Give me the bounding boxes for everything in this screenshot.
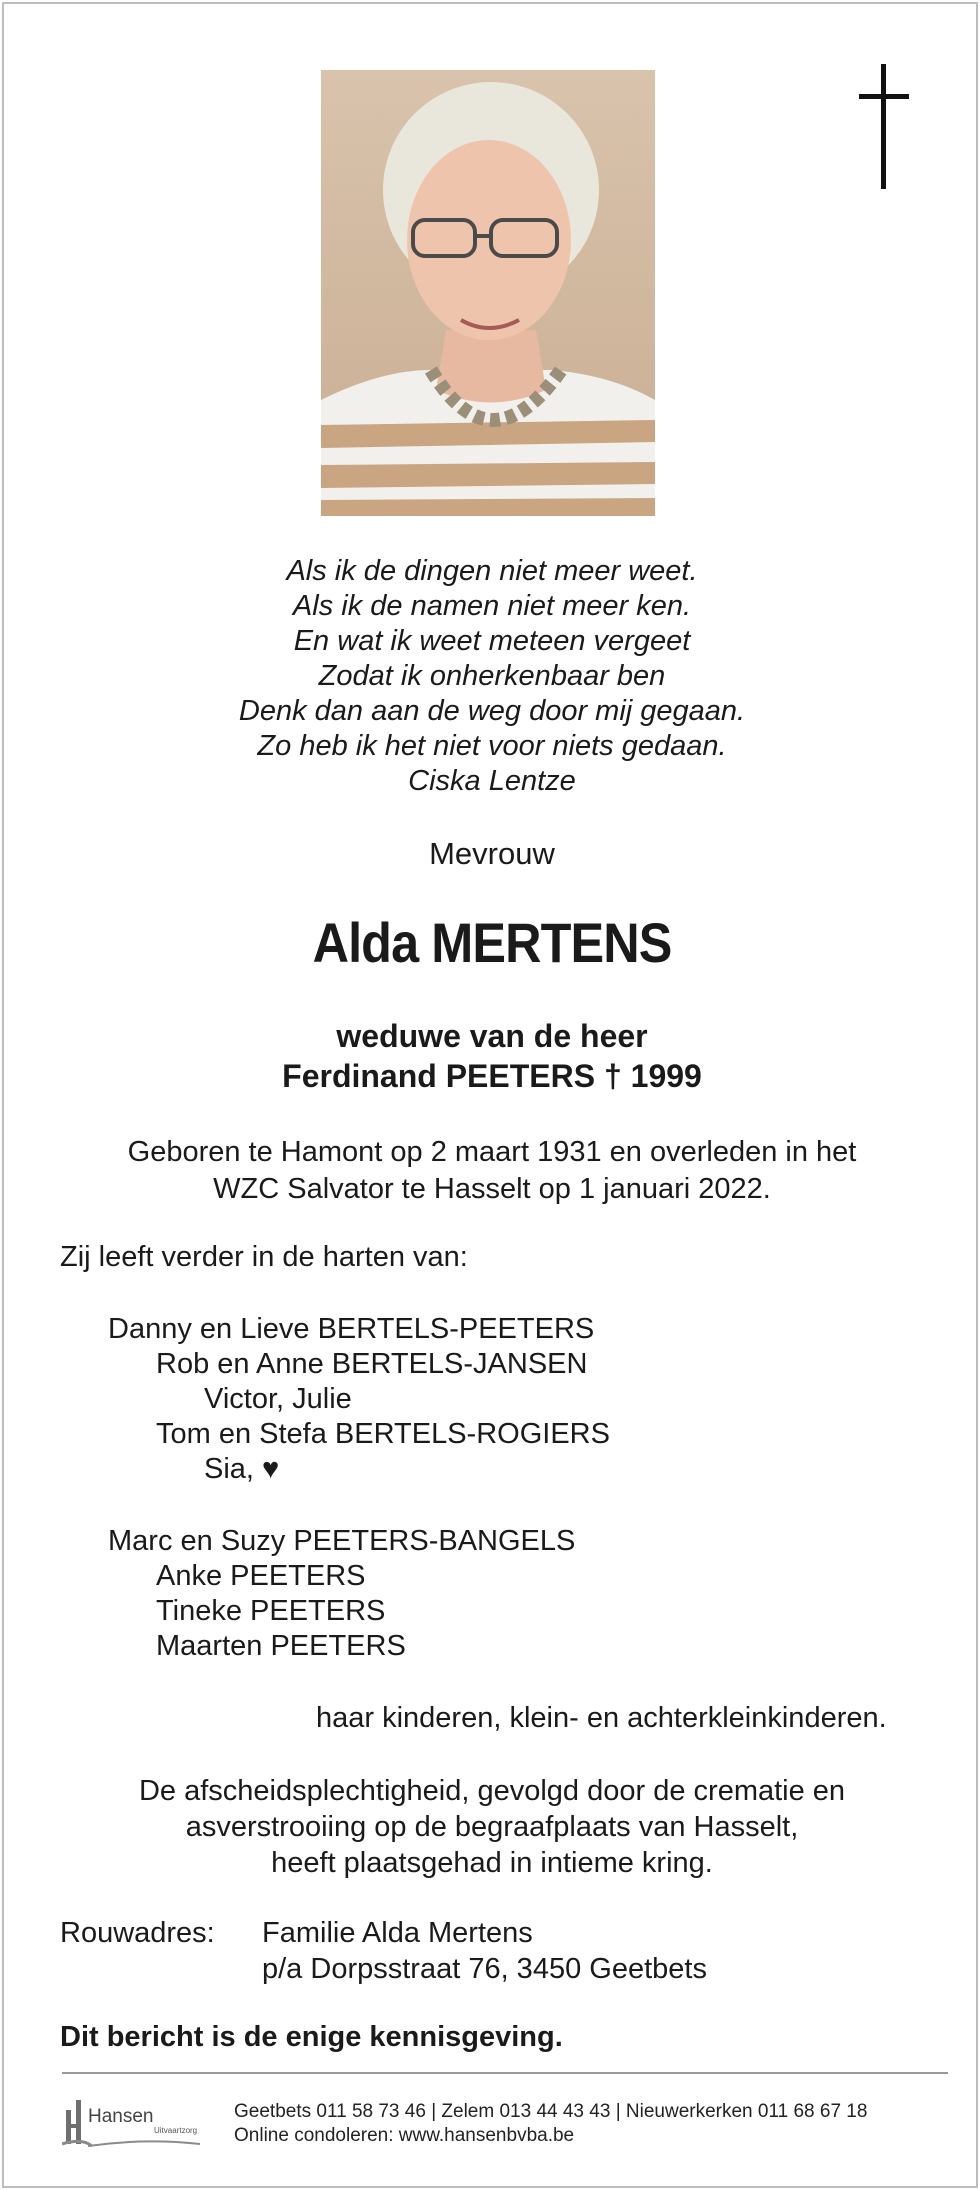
logo-swoosh-icon	[88, 2138, 200, 2150]
poem-line: Als ik de dingen niet meer weet.	[286, 555, 698, 587]
family-member: Anke PEETERS	[156, 1560, 366, 1592]
obituary-card	[2, 2, 978, 2188]
logo-subtitle: Uitvaartzorg	[154, 2126, 198, 2135]
family-closing: haar kinderen, klein- en achterkleinkinderen.	[316, 1702, 887, 1734]
ceremony-info	[4, 1773, 980, 1881]
footer-online-link[interactable]: Online condoleren: www.hansenbvba.be	[234, 2125, 575, 2146]
poem	[4, 554, 980, 799]
family-member: Rob en Anne BERTELS-JANSEN	[156, 1348, 588, 1380]
poem-author: Ciska Lentze	[408, 765, 576, 797]
poem-line: Zodat ik onherkenbaar ben	[318, 660, 666, 692]
deceased-name: Alda MERTENS	[312, 911, 672, 974]
logo-name: Hansen	[88, 2106, 154, 2127]
family-member: Danny en Lieve BERTELS-PEETERS	[108, 1313, 595, 1345]
salutation: Mevrouw	[429, 836, 555, 871]
born-line: Geboren te Hamont op 2 maart 1931 en overleden in het	[127, 1136, 857, 1168]
portrait-photo-icon	[321, 70, 655, 516]
poem-line: Denk dan aan de weg door mij gegaan.	[238, 695, 746, 727]
widow-husband: Ferdinand PEETERS † 1999	[282, 1058, 702, 1094]
family-member: Tom en Stefa BERTELS-ROGIERS	[156, 1418, 610, 1450]
footer-phones: Geetbets 011 58 73 46 | Zelem 013 44 43 43 | Nieuwerkerken 011 68 67 18	[234, 2101, 868, 2122]
poem-line: Zo heb ik het niet voor niets gedaan.	[257, 730, 727, 762]
died-line: WZC Salvator te Hasselt op 1 januari 2022.	[213, 1173, 771, 1205]
family-intro: Zij leeft verder in de harten van:	[60, 1241, 468, 1273]
cross-icon	[859, 64, 909, 189]
ceremony-line: asverstrooiing op de begraafplaats van Hasselt,	[185, 1811, 799, 1843]
family-member: Marc en Suzy PEETERS-BANGELS	[108, 1525, 576, 1557]
widow-line: weduwe van de heer	[336, 1018, 648, 1054]
birth-death-info	[4, 1134, 980, 1208]
family-member: Maarten PEETERS	[156, 1630, 406, 1662]
family-member: Tineke PEETERS	[156, 1595, 386, 1627]
ceremony-line: heeft plaatsgehad in intieme kring.	[271, 1847, 713, 1879]
poem-line: Als ik de namen niet meer ken.	[292, 590, 692, 622]
family-member: Victor, Julie	[204, 1383, 352, 1415]
widow-of	[4, 1016, 980, 1096]
address-label: Rouwadres:	[60, 1917, 215, 1949]
hansen-logo	[62, 2094, 202, 2154]
family-member: Sia, ♥	[204, 1453, 280, 1485]
ceremony-line: De afscheidsplechtigheid, gevolgd door de crematie en	[138, 1775, 846, 1807]
divider	[62, 2072, 948, 2074]
notice: Dit bericht is de enige kennisgeving.	[60, 2021, 563, 2053]
address-street: p/a Dorpsstraat 76, 3450 Geetbets	[262, 1953, 707, 1985]
address-name: Familie Alda Mertens	[262, 1917, 533, 1949]
poem-line: En wat ik weet meteen vergeet	[293, 625, 691, 657]
